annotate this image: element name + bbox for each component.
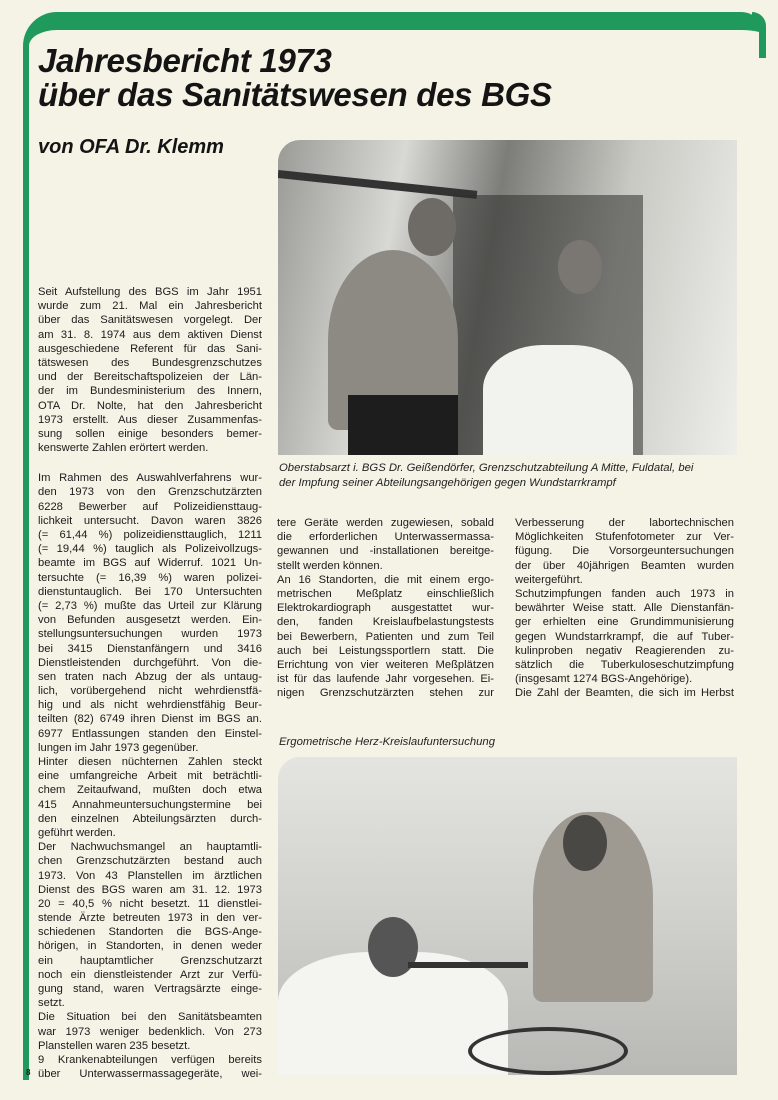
text-line: dienstuntauglich. Bei 170 Untersuchten [38,585,262,598]
author-byline: von OFA Dr. Klemm [38,136,224,158]
text-line: über Unterwassermassagegeräte, wei- [38,1068,262,1081]
text-line: chem Zeitaufwand, mußten doch etwa [38,784,262,797]
paragraph [277,516,494,573]
text-line: 6977 Entlassungen standen den Einstel- [38,727,262,740]
text-column-2 [277,516,494,700]
text-line: sung sollen einige besonders bemer- [38,427,262,440]
text-line: stende Ärzte betreuten 1973 in den ver- [38,912,262,925]
text-line: noch ein dienstleistender Arzt zur Verfü- [38,968,262,981]
text-line: 415 Annahmeuntersuchungstermine bei [38,798,262,811]
text-line: Dienst des BGS waren am 31. 12. 1973 [38,883,262,896]
text-line: Die Zahl der Beamten, die sich im Herbst [515,687,734,700]
paragraph [38,840,262,1010]
page-number: 8 [26,1068,31,1077]
text-line: OTA Dr. Nolte, hat den Jahresbericht [38,399,262,412]
text-line: Im Rahmen des Auswahlverfahrens wur- [38,472,262,485]
text-line: der über 40jährigen Beamten wurden [515,559,734,572]
text-line: tere Geräte werden zugewiesen, sobald [277,517,494,529]
text-line: über das Sanitätswesen vorgelegt. Der [38,314,262,327]
text-line: teilten (82) 6749 ihren Dienst im BGS an. [38,713,262,726]
paragraph [277,573,494,701]
paragraph [515,516,734,587]
paragraph [38,1053,262,1081]
text-line: kenswerte Zahlen erörtert werden. [38,442,209,455]
text-line: Möglichkeiten Stufenfotometer zur Ver- [515,531,734,544]
text-line: Errichtung von vier weiteren Meßplätzen [277,658,494,671]
photo1-caption [279,461,739,491]
text-line: (insgesamt 1274 BGS-Angehörige). [515,673,693,686]
paragraph [38,755,262,840]
text-line: und der Bereitschaftspolizeien der Län- [38,371,262,384]
text-line: kulinproben negativ Reagierenden zu- [515,644,734,657]
text-line: gung stand, waren Vertragsärzte einge- [38,983,262,995]
text-line: 20 = 40,5 % nicht besetzt. 11 dienstlei- [38,897,262,910]
text-line: (= 61,44 %) polizeidiensttauglich, 1211 [38,529,262,541]
text-line: sätzlich die Tuberkuloseschutzimpfung [515,658,734,671]
text-line: war 1973 weniger bedenklich. Von 273 [38,1025,262,1038]
paragraph [515,686,734,700]
text-line: tersuchte (= 16,39 %) waren polizei- [38,571,262,584]
text-line: ausgeschiedene Referent für das Sani- [38,342,262,355]
text-line: lungen im Jahr 1973 gegenüber. [38,741,199,754]
text-line: eine umfangreiche Arbeit mit beträchtli- [38,770,262,783]
text-line: ger erhielten eine Grundimmunisierung [515,616,734,629]
text-line: stellt werden können. [277,559,383,572]
paragraph [38,471,262,755]
article-title [38,44,552,112]
text-line: von Befunden ausgesetzt werden. Ein- [38,614,262,627]
text-line: Elektrokardiograph ausgestattet wur- [277,602,494,615]
text-line: hig und als nicht wehrdienstfähig Beur- [38,699,262,712]
text-line: den 1973 von den Grenzschutzärzten [38,486,262,499]
text-line: (= 19,44 %) tauglich als Polizeivollzugs- [38,543,262,556]
text-line: schiedenen Standorten die BGS-Ange- [38,926,262,939]
text-line: die erforderlichen Unterwassermassa- [277,531,494,544]
text-line: fügung. Die Vorsorgeuntersuchungen [515,545,734,558]
text-line: 1973 erstellt. Aus dieser Zusammenfas- [38,413,262,426]
text-line: gewannen und -installationen bereitge- [277,545,494,558]
text-line: bei 3415 Dienstanfängern und 3416 [38,642,262,655]
text-line: 1973. Von 43 Planstellen im ärztlichen [38,869,262,882]
text-line: Der Nachwuchsmangel an hauptamtli- [38,841,262,854]
text-line: (= 2,73 %) mußte das Urteil zur Klärung [38,599,262,612]
text-line: beamte im BGS auf Widerruf. 1021 Un- [38,557,262,570]
title-line-1: Jahresbericht 1973 [38,42,332,79]
text-line: der im Bundesministerium des Innern, [38,385,262,398]
photo2-caption: Ergometrische Herz-Kreislaufuntersuchung [279,736,495,748]
title-line-2: über das Sanitätswesen des BGS [38,76,552,113]
text-line: ist für das laufende Jahr vorgesehen. Ei- [277,673,494,686]
text-line: bewährter Weise statt. Alle Dienstanfän- [515,602,734,615]
text-line: ein hauptamtlicher Grenzschutzarzt [38,954,262,967]
text-line: den einzelnen Abteilungsärzten durch- [38,812,262,825]
text-column-3 [515,516,734,700]
text-line: sen traten nach Abzug der als untaug- [38,670,262,683]
text-line: setzt. [38,997,65,1010]
text-line: wurde zum 21. Mal ein Jahresbericht [38,300,262,313]
text-line: lich, vorübergehend nicht wehrdienstfä- [38,685,262,698]
text-line: nigen Grenzschutzärzten stehen zur [277,687,494,700]
text-line: gegen Wundstarrkrampf, die auf Tuber- [515,630,734,643]
text-line: Dienstleistenden durchgeführt. Von die- [38,656,262,669]
text-line: 9 Krankenabteilungen verfügen bereits [38,1053,262,1066]
text-line: Planstellen waren 235 besetzt. [38,1039,191,1052]
text-line: am 31. 8. 1974 aus dem aktiven Dienst [38,328,262,341]
text-line: lichkeit untersucht. Davon waren 3826 [38,514,262,527]
text-line: bei Bewerbern, Patienten und zum Teil [277,630,494,643]
photo-ergometer [278,757,737,1075]
text-line: 6228 Bewerber auf Polizeidiensttaug- [38,500,262,513]
paragraph [38,1010,262,1053]
text-line: auch bei Leistungssportlern statt. Die [277,644,494,657]
text-line: weitergeführt. [515,573,583,586]
text-line: Schutzimpfungen fanden auch 1973 in [515,587,734,600]
text-line: Die Situation bei den Sanitätsbeamten [38,1011,262,1024]
green-frame-corner [752,12,766,58]
text-line: chen Grenzschutzärzten bestand auch [38,855,262,868]
text-line: An 16 Standorten, die mit einem ergo- [277,573,494,586]
text-line: Seit Aufstellung des BGS im Jahr 1951 [38,286,262,298]
paragraph [515,587,734,686]
text-line: Verbesserung der labortechnischen [515,517,734,529]
text-line: geführt werden. [38,826,116,839]
text-line: tätswesen des Bundesgrenzschutzes [38,356,262,369]
photo-vaccination [278,140,737,455]
text-line: metrischen Meßplatz einschließlich [277,587,494,600]
text-column-1 [38,285,262,1081]
paragraph [38,285,262,455]
text-line: Hinter diesen nüchternen Zahlen steckt [38,756,262,768]
text-line: stellungsuntersuchungen wurden 1973 [38,628,262,641]
text-line: hörigen, in Standorten, in denen weder [38,940,262,953]
caption-line: der Impfung seiner Abteilungsangehörigen gegen Wundstarrkrampf [279,477,616,489]
text-line: den, fanden Kreislaufbelastungstests [277,616,494,629]
caption-line: Oberstabsarzt i. BGS Dr. Geißendörfer, Grenzschutzabteilung A Mitte, Fuldatal, bei [279,462,694,474]
